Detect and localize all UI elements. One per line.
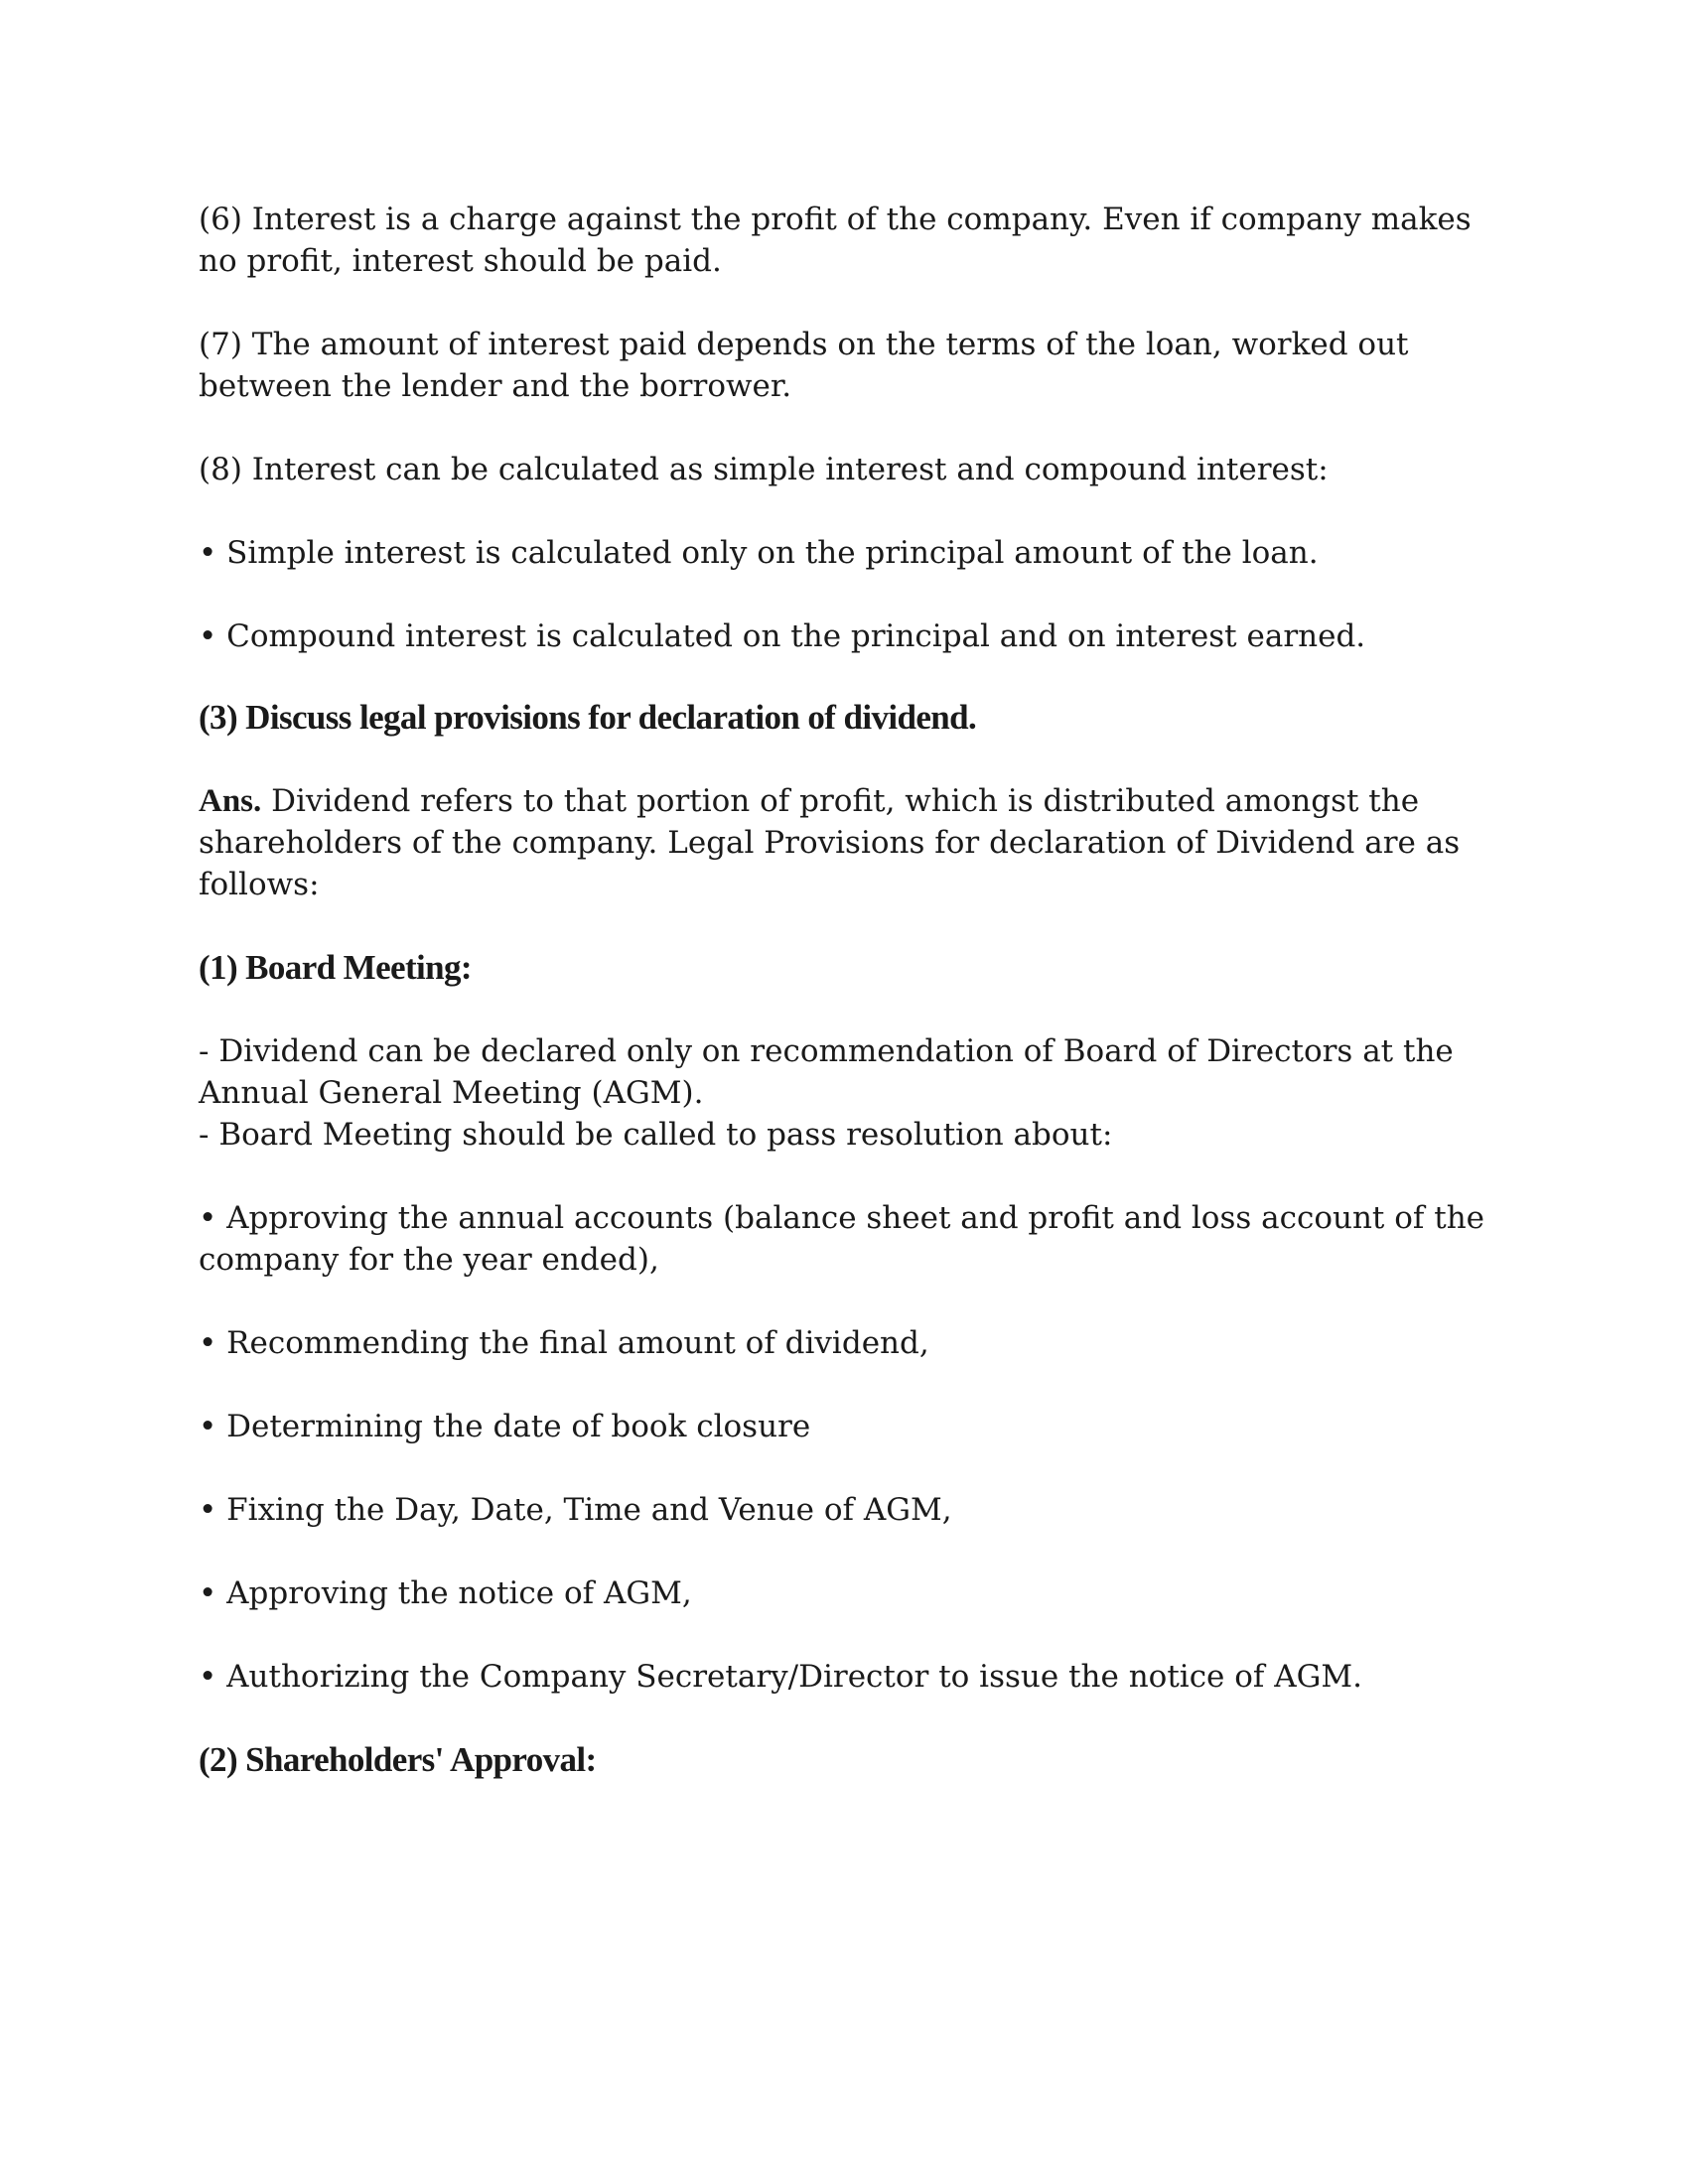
answer-lead: Ans. <box>199 783 262 819</box>
section-heading-board-meeting: (1) Board Meeting: <box>199 948 472 987</box>
paragraph-interest-types: (8) Interest can be calculated as simple interest and compound interest: <box>199 452 1329 487</box>
paragraph-interest-charge: (6) Interest is a charge against the profit of the company. Even if company makes no profit, interest should be paid. <box>199 202 1472 279</box>
bullet-approving-notice: • Approving the notice of AGM, <box>199 1575 692 1611</box>
bullet-recommending-dividend: • Recommending the final amount of dividend, <box>199 1325 929 1361</box>
question-heading: (3) Discuss legal provisions for declaration of dividend. <box>199 698 977 737</box>
board-item-resolution: - Board Meeting should be called to pass resolution about: <box>199 1117 1113 1153</box>
paragraph-interest-terms: (7) The amount of interest paid depends on the terms of the loan, worked out between the lender and the borrower. <box>199 327 1409 404</box>
answer-text: Dividend refers to that portion of profit, which is distributed amongst the shareholders of the company. Legal Provisions for declaration of Dividend are as follows: <box>199 783 1461 902</box>
bullet-approving-accounts: • Approving the annual accounts (balance sheet and profit and loss account of the company for the year ended), <box>199 1200 1485 1278</box>
bullet-fixing-agm: • Fixing the Day, Date, Time and Venue of AGM, <box>199 1492 952 1528</box>
answer-paragraph <box>199 780 1489 905</box>
bullet-compound-interest: • Compound interest is calculated on the principal and on interest earned. <box>199 618 1366 654</box>
section-heading-shareholders-approval: (2) Shareholders' Approval: <box>199 1740 597 1779</box>
bullet-simple-interest: • Simple interest is calculated only on the principal amount of the loan. <box>199 535 1319 571</box>
board-item-recommendation: - Dividend can be declared only on recommendation of Board of Directors at the Annual General Meeting (AGM). <box>199 1033 1454 1111</box>
bullet-authorizing-secretary: • Authorizing the Company Secretary/Director to issue the notice of AGM. <box>199 1659 1362 1695</box>
bullet-book-closure: • Determining the date of book closure <box>199 1409 811 1444</box>
